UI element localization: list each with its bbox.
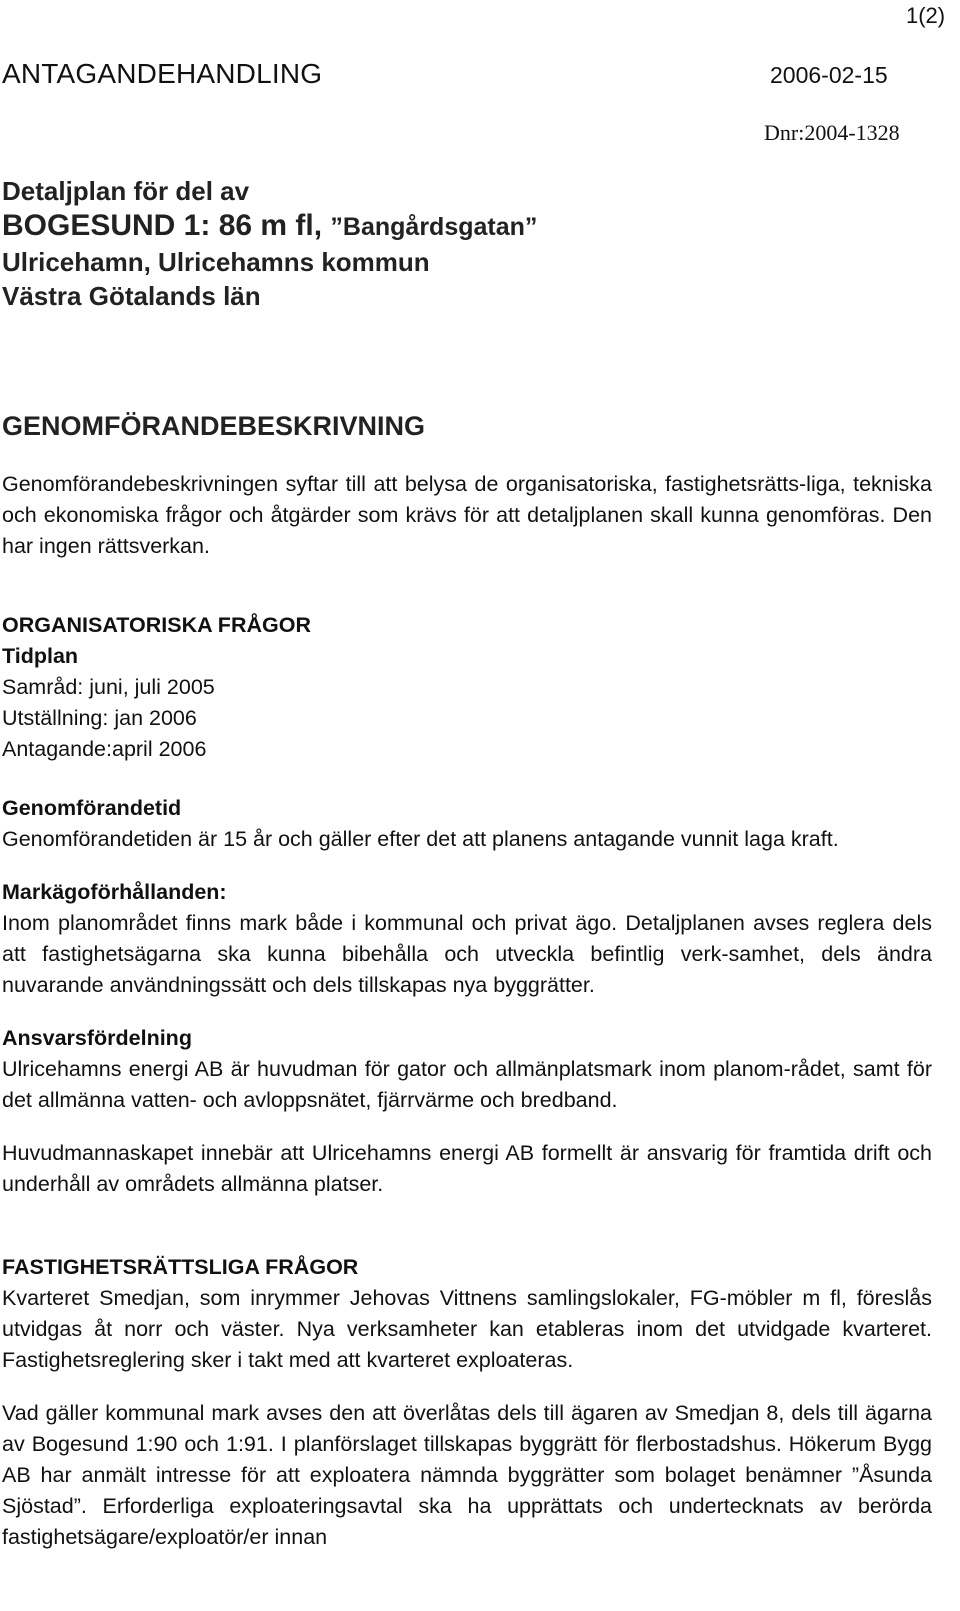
document-type: ANTAGANDEHANDLING: [2, 58, 323, 89]
title-street: ”Bangårdsgatan”: [330, 213, 538, 241]
section-heading-organisatoriska: ORGANISATORISKA FRÅGOR: [2, 613, 311, 637]
document-body: [2, 469, 932, 1553]
tidplan-item: Antagande:april 2006: [2, 737, 207, 761]
document-date: 2006-02-15: [770, 62, 888, 88]
tidplan-item: Utställning: jan 2006: [2, 706, 197, 730]
plan-title: [2, 174, 537, 313]
subheading-ansvarsfordelning: Ansvarsfördelning: [2, 1026, 192, 1050]
title-line-2: [2, 208, 537, 245]
section-heading-fastighetsrattsliga: FASTIGHETSRÄTTSLIGA FRÅGOR: [2, 1255, 359, 1279]
markagoforhallanden-paragraph: Inom planområdet finns mark både i kommunal och privat ägo. Detaljplanen avses reglera dels att fastighetsägarna ska kunna bibehålla och utveckla befintlig verk-samhet, dels ändra nuvarande användningssätt och dels tillskapas nya byggrätter.: [2, 911, 932, 997]
genomforandetid-paragraph: Genomförandetiden är 15 år och gäller efter det att planens antagande vunnit laga kraft.: [2, 827, 839, 851]
title-line-3: Ulricehamn, Ulricehamns kommun: [2, 247, 430, 277]
subheading-markagoforhallanden: Markägoförhållanden:: [2, 880, 227, 904]
title-property: BOGESUND 1: 86 m fl,: [2, 209, 323, 242]
document-dnr: Dnr:2004-1328: [764, 120, 900, 145]
title-line-4: Västra Götalands län: [2, 281, 261, 311]
fastighetsrattsliga-paragraph-1: Kvarteret Smedjan, som inrymmer Jehovas Vittnens samlingslokaler, FG-möbler m fl, föreslås utvidgas åt norr och väster. Nya verksamheter kan etableras inom det utvidgade kvarteret. Fastighetsreglering sker i takt med att kvarteret exploateras.: [2, 1286, 932, 1372]
tidplan-item: Samråd: juni, juli 2005: [2, 675, 215, 699]
page-number: 1(2): [906, 3, 946, 28]
ansvarsfordelning-paragraph-2: Huvudmannaskapet innebär att Ulricehamns energi AB formellt är ansvarig för framtida drift och underhåll av områdets allmänna platser.: [2, 1141, 932, 1196]
intro-paragraph: Genomförandebeskrivningen syftar till att belysa de organisatoriska, fastighetsrätts-liga, tekniska och ekonomiska frågor och åtgärder som krävs för att detaljplanen skall kunna genomföras. Den har ingen rättsverkan.: [2, 472, 932, 558]
main-heading: GENOMFÖRANDEBESKRIVNING: [2, 411, 426, 441]
title-line-1: Detaljplan för del av: [2, 176, 250, 206]
subheading-genomforandetid: Genomförandetid: [2, 796, 182, 820]
ansvarsfordelning-paragraph-1: Ulricehamns energi AB är huvudman för gator och allmänplatsmark inom planom-rådet, samt för det allmänna vatten- och avloppsnätet, fjärrvärme och bredband.: [2, 1057, 932, 1112]
fastighetsrattsliga-paragraph-2: Vad gäller kommunal mark avses den att överlåtas dels till ägaren av Smedjan 8, dels till ägarna av Bogesund 1:90 och 1:91. I planförslaget tillskapas byggrätt för flerbostadshus. Hökerum Bygg AB har anmält intresse för att exploatera nämnda byggrätter som bolaget benämner ”Åsunda Sjöstad”. Erforderliga exploateringsavtal ska ha upprättats och undertecknats av berörda fastighetsägare/exploatör/er innan: [2, 1401, 932, 1549]
subheading-tidplan: Tidplan: [2, 644, 79, 668]
